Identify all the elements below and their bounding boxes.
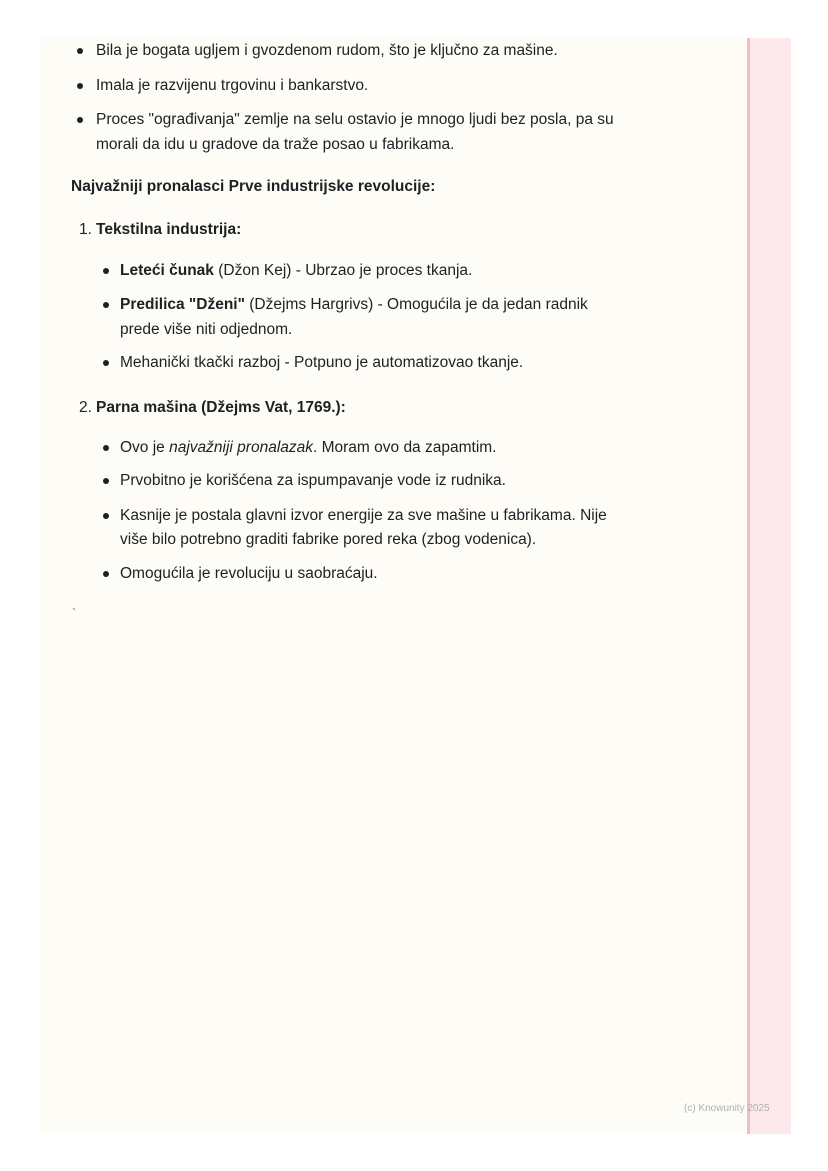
list-item: Kasnije je postala glavni izvor energije za sve mašine u fabrikama. Nije xyxy=(120,507,607,524)
list-item-continuation: više bilo potrebno graditi fabrike pored reka (zbog vodenica). xyxy=(120,531,537,548)
bullet-dot xyxy=(77,48,83,54)
bullet-dot xyxy=(103,513,109,519)
stray-mark: ` xyxy=(72,606,76,620)
item-text: Ovo je xyxy=(120,439,170,456)
bullet-dot xyxy=(103,478,109,484)
item-text: . Moram ovo da zapamtim. xyxy=(313,439,497,456)
item-text: (Džon Kej) - Ubrzao je proces tkanja. xyxy=(213,262,473,279)
bullet-dot xyxy=(103,571,109,577)
bullet-text-continuation: morali da idu u gradove da traže posao u fabrikama. xyxy=(96,136,455,153)
item-italic: najvažniji pronalazak xyxy=(169,439,313,456)
item-bold: Leteći čunak xyxy=(120,262,214,279)
bullet-text: Imala je razvijenu trgovinu i bankarstvo. xyxy=(96,77,369,94)
list-item xyxy=(120,293,588,317)
item-bold: Predilica "Dženi" xyxy=(120,296,245,313)
list-item: Omogućila je revoluciju u saobraćaju. xyxy=(120,565,378,582)
bullet-text: Bila je bogata ugljem i gvozdenom rudom, što je ključno za mašine. xyxy=(96,42,558,59)
margin-strip xyxy=(747,38,791,1134)
section-title: Tekstilna industrija: xyxy=(96,221,242,238)
item-text: (Džejms Hargrivs) - Omogućila je da jedan radnik xyxy=(244,296,588,313)
list-item: Mehanički tkački razboj - Potpuno je automatizovao tkanje. xyxy=(120,354,524,371)
list-item xyxy=(120,436,496,460)
bullet-dot xyxy=(103,360,109,366)
bullet-dot xyxy=(103,268,109,274)
bullet-dot xyxy=(77,117,83,123)
bullet-dot xyxy=(103,445,109,451)
footer-copyright: (c) Knowunity 2025 xyxy=(684,1103,770,1114)
list-item: Prvobitno je korišćena za ispumpavanje vode iz rudnika. xyxy=(120,472,506,489)
document-page xyxy=(40,38,791,1134)
list-item xyxy=(120,259,472,283)
margin-line xyxy=(747,38,750,1134)
list-item-continuation: prede više niti odjednom. xyxy=(120,321,293,338)
bullet-text: Proces "ograđivanja" zemlje na selu ostavio je mnogo ljudi bez posla, pa su xyxy=(96,111,614,128)
bullet-dot xyxy=(103,302,109,308)
section-number: 2. xyxy=(79,399,92,416)
section-title: Parna mašina (Džejms Vat, 1769.): xyxy=(96,399,346,416)
bullet-dot xyxy=(77,83,83,89)
section-number: 1. xyxy=(79,221,92,238)
section-heading: Najvažniji pronalasci Prve industrijske revolucije: xyxy=(71,178,436,195)
